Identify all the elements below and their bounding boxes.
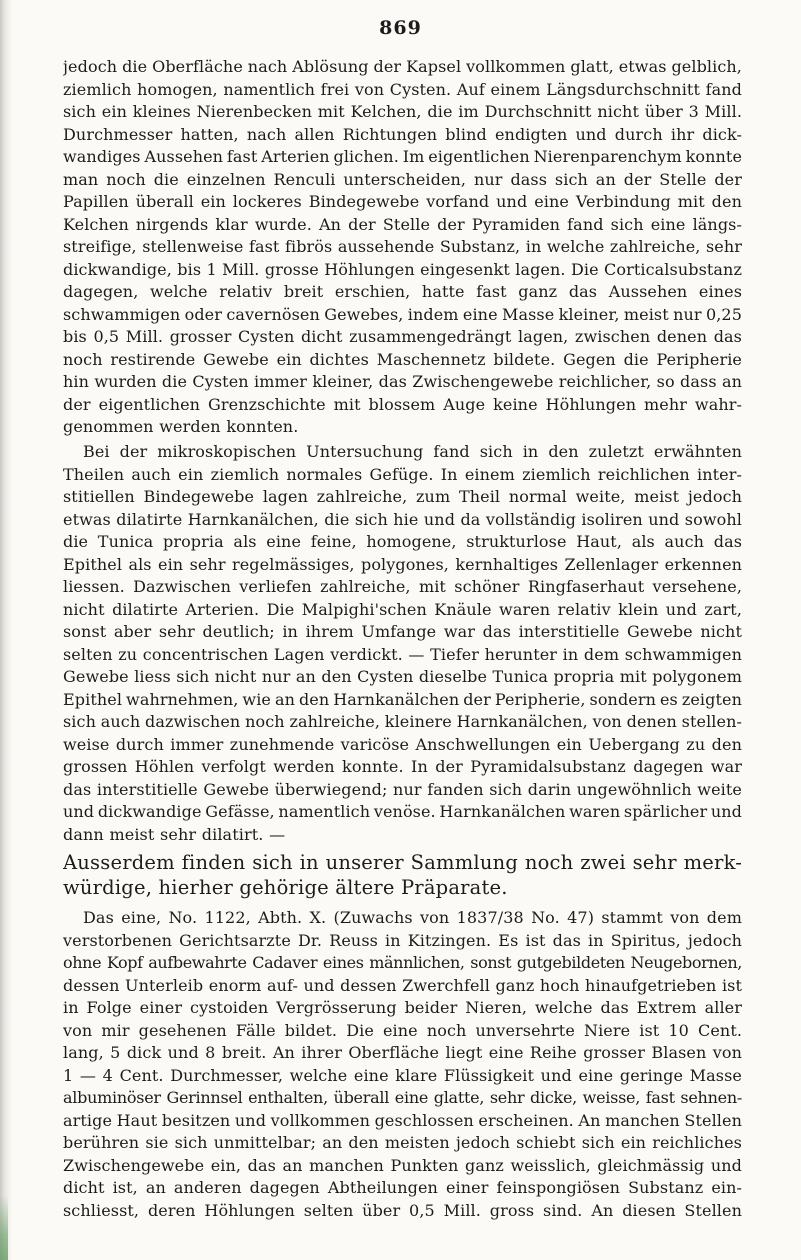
scan-edge-shadow <box>0 0 12 1260</box>
text-line: das interstitielle Gewebe überwiegend; nur fanden sich darin ungewöhnlich weite <box>63 779 742 799</box>
text-line: stitiellen Bindegewebe lagen zahlreiche, zum Theil normal weite, meist jedoch <box>63 487 742 506</box>
text-line: wandiges Aussehen fast Arterien glichen. Im eigentlichen Nierenparenchym konnte <box>63 147 742 166</box>
text-line: Theilen auch ein ziemlich normales Gefüge. In einem ziemlich reichlichen inter- <box>63 464 742 484</box>
text-line: Papillen überall ein lockeres Bindegewebe vorfand und eine Verbindung mit den <box>63 192 742 211</box>
text-line: sich ein kleines Nierenbecken mit Kelchen, die im Durchschnitt nicht über 3 Mill. <box>63 102 742 121</box>
paragraph-2 <box>63 441 742 846</box>
paragraph-1 <box>63 56 742 439</box>
text-line: berühren sie sich unmittelbar; an den meisten jedoch schiebt sich ein reichliches <box>63 1133 742 1152</box>
text-line: lang, 5 dick und 8 breit. An ihrer Oberfläche liegt eine Reihe grosser Blasen von <box>63 1043 742 1062</box>
text-line: Epithel als ein sehr regelmässiges, polygones, kernhaltiges Zellenlager erkennen <box>63 554 742 574</box>
text-line: jedoch die Oberfläche nach Ablösung der Kapsel vollkommen glatt, etwas gelblich, <box>63 57 742 76</box>
text-line: die Tunica propria als eine feine, homogene, strukturlose Haut, als auch das <box>63 532 742 551</box>
text-line: selten zu concentrischen Lagen verdickt. — Tiefer herunter in dem schwammigen <box>63 644 742 664</box>
text-line: Epithel wahrnehmen, wie an den Harnkanälchen der Peripherie, sondern es zeigten <box>63 689 742 709</box>
text-line: würdige, hierher gehörige ältere Präparate. <box>63 876 508 899</box>
text-line: Kelchen nirgends klar wurde. An der Stelle der Pyramiden fand sich eine längs- <box>63 214 742 234</box>
text-line: man noch die einzelnen Renculi unterscheiden, nur dass sich an der Stelle der <box>63 169 742 189</box>
text-line: genommen werden konnten. <box>63 417 299 436</box>
text-line: dickwandige, bis 1 Mill. grosse Höhlungen eingesenkt lagen. Die Corticalsubstanz <box>63 259 742 279</box>
text-line: Ausserdem finden sich in unserer Sammlung noch zwei sehr merk- <box>63 851 742 874</box>
text-line: Gewebe liess sich nicht nur an den Cysten dieselbe Tunica propria mit polygonem <box>63 667 742 686</box>
text-line: in Folge einer cystoiden Vergrösserung beider Nieren, welche das Extrem aller <box>63 998 742 1017</box>
text-line: weise durch immer zunehmende varicöse Anschwellungen ein Uebergang zu den <box>63 734 742 754</box>
text-line: albuminöser Gerinnsel enthalten, überall eine glatte, sehr dicke, weisse, fast sehnen- <box>63 1088 742 1107</box>
text-line: und dickwandige Gefässe, namentlich venöse. Harnkanälchen waren spärlicher und <box>63 802 742 821</box>
text-line: von mir gesehenen Fälle bildet. Die eine noch unversehrte Niere ist 10 Cent. <box>63 1020 742 1040</box>
text-line: der eigentlichen Grenzschichte mit blossem Auge keine Höhlungen mehr wahr- <box>63 394 742 414</box>
text-line: 1 — 4 Cent. Durchmesser, welche eine klare Flüssigkeit und eine geringe Masse <box>63 1065 742 1085</box>
text-line: schliesst, deren Höhlungen selten über 0,5 Mill. gross sind. An diesen Stellen <box>63 1200 742 1220</box>
text-line: bis 0,5 Mill. grosser Cysten dicht zusammengedrängt lagen, zwischen denen das <box>63 327 742 346</box>
text-line: ohne Kopf aufbewahrte Cadaver eines männlichen, sonst gutgebildeten Neugebornen, <box>63 953 742 972</box>
page-number: 869 <box>379 17 422 39</box>
text-line: dagegen, welche relativ breit erschien, hatte fast ganz das Aussehen eines <box>63 282 742 301</box>
paragraph-3 <box>63 907 742 1222</box>
text-line: noch restirende Gewebe ein dichtes Maschennetz bildete. Gegen die Peripherie <box>63 349 742 369</box>
text-line: dicht ist, an anderen dagegen Abtheilungen einer feinspongiösen Substanz ein- <box>63 1178 742 1197</box>
text-line: streifige, stellenweise fast fibrös aussehende Substanz, in welche zahlreiche, sehr <box>63 237 742 256</box>
text-line: verstorbenen Gerichtsarzte Dr. Reuss in Kitzingen. Es ist das in Spiritus, jedoch <box>63 930 742 950</box>
section-heading <box>63 850 742 900</box>
text-line: hin wurden die Cysten immer kleiner, das Zwischengewebe reichlicher, so dass an <box>63 372 742 391</box>
text-line: Zwischengewebe ein, das an manchen Punkten ganz weisslich, gleichmässig und <box>63 1155 742 1175</box>
text-line: ziemlich homogen, namentlich frei von Cysten. Auf einem Längsdurchschnitt fand <box>63 79 742 99</box>
text-line: artige Haut besitzen und vollkommen geschlossen erscheinen. An manchen Stellen <box>63 1110 742 1130</box>
text-line: etwas dilatirte Harnkanälchen, die sich hie und da vollständig isoliren und sowohl <box>63 509 742 529</box>
text-line: dann meist sehr dilatirt. — <box>63 824 286 844</box>
text-line: schwammigen oder cavernösen Gewebes, indem eine Masse kleiner, meist nur 0,25 <box>63 304 742 324</box>
text-line: Das eine, No. 1122, Abth. X. (Zuwachs von 1837/38 No. 47) stammt von dem <box>83 908 742 927</box>
text-line: sich auch dazwischen noch zahlreiche, kleinere Harnkanälchen, von denen stellen- <box>63 712 742 731</box>
text-line: sonst aber sehr deutlich; in ihrem Umfange war das interstitielle Gewebe nicht <box>63 622 742 641</box>
text-line: Durchmesser hatten, nach allen Richtungen blind endigten und durch ihr dick- <box>63 124 742 144</box>
scan-edge-mark <box>0 1195 8 1260</box>
text-line: grossen Höhlen verfolgt werden konnte. In der Pyramidalsubstanz dagegen war <box>63 757 742 776</box>
text-line: dessen Unterleib enorm auf- und dessen Zwerchfell ganz hoch hinaufgetrieben ist <box>63 975 742 995</box>
text-line: nicht dilatirte Arterien. Die Malpighi'schen Knäule waren relativ klein und zart, <box>63 599 742 619</box>
text-line: liessen. Dazwischen verliefen zahlreiche, mit schöner Ringfaserhaut versehene, <box>63 577 742 596</box>
text-line: Bei der mikroskopischen Untersuchung fand sich in den zuletzt erwähnten <box>83 442 742 461</box>
